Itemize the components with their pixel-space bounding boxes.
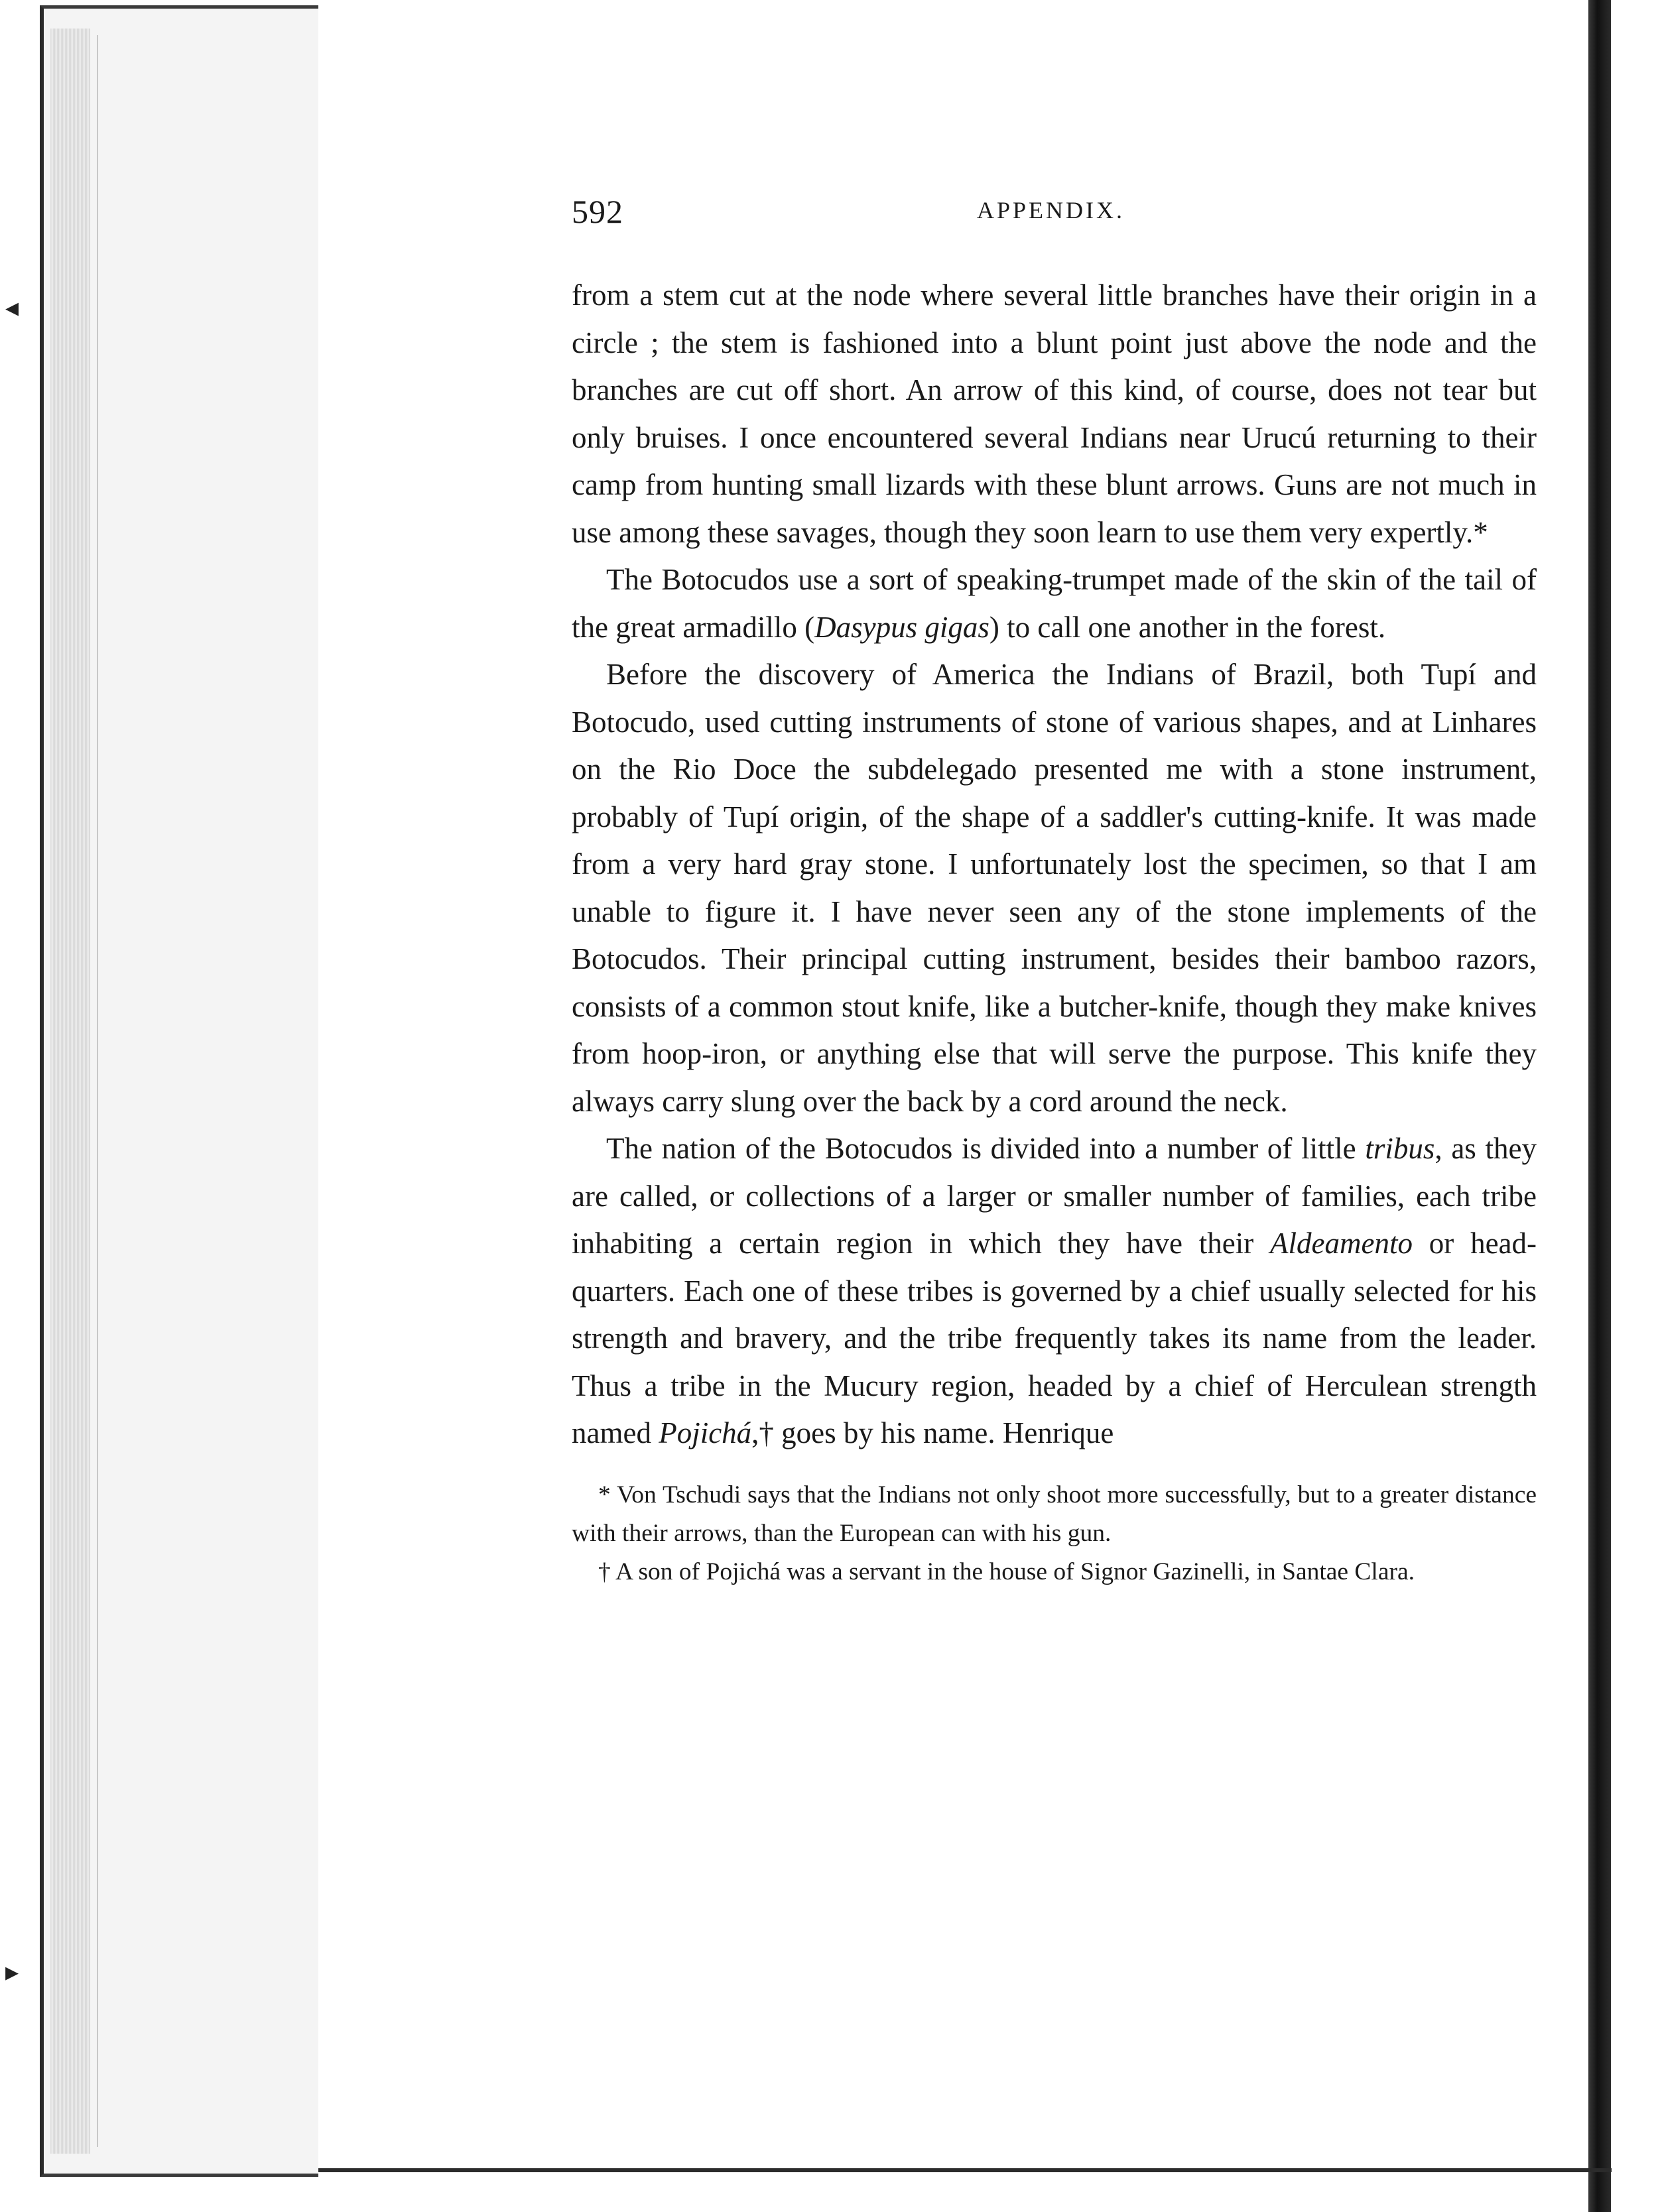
scan-edge-mark: ▸: [5, 1957, 19, 1987]
paragraph-4-text: , as they are called, or collections of a larger or smaller number of families, each tribe inhabiting a certain region in which they have their: [572, 1132, 1537, 1260]
paragraph-1: from a stem cut at the node where several little branches have their origin in a circle ; the stem is fashioned into a blunt point just above the node and the branches are cut off short. An arrow of this kind, of course, does not tear but only bruises. I once encountered several Indians near Urucú returning to their camp from hunting small lizards with these blunt arrows. Guns are not much in use among these savages, though they soon learn to use them very expertly.*: [572, 278, 1537, 549]
body-text: [572, 272, 1537, 1457]
paragraph-4-text: The nation of the Botocudos is divided into a number of little: [606, 1132, 1366, 1165]
scan-edge-mark: ◂: [5, 292, 19, 322]
term-aldeamento: Aldeamento: [1270, 1227, 1413, 1260]
book-bottom-edge: [318, 2168, 1612, 2172]
paragraph-4-text-end: ,† goes by his name. Henrique: [751, 1416, 1114, 1449]
footnote-2: † A son of Pojichá was a servant in the house of Signor Gazinelli, in Santae Clara.: [598, 1558, 1415, 1585]
name-pojicha: Pojichá: [659, 1416, 752, 1449]
species-name: Dasypus gigas: [814, 610, 989, 644]
paragraph-3: Before the discovery of America the Indians of Brazil, both Tupí and Botocudo, used cutting instruments of stone of various shapes, and at Linhares on the Rio Doce the subdelegado presented me with a stone instrument, probably of Tupí origin, of the shape of a saddler's cutting-knife. It was made from a very hard gray stone. I unfortunately lost the specimen, so that I am unable to figure it. I have never seen any of the stone implements of the Botocudos. Their principal cutting instrument, besides their bamboo razors, consists of a common stout knife, like a butcher-knife, though they make knives from hoop-iron, or anything else that will serve the purpose. This knife they always carry slung over the back by a cord around the neck.: [572, 658, 1537, 1118]
footnotes: [572, 1476, 1537, 1591]
paragraph-2-text: The Botocudos use a sort of speaking-trumpet made of the skin of the tail of the great armadillo (: [572, 563, 1537, 644]
footnote-1: * Von Tschudi says that the Indians not only shoot more successfully, but to a greater distance with their arrows, than the European can with his gun.: [572, 1481, 1537, 1547]
paragraph-4-text: or head-quarters. Each one of these tribes is governed by a chief usually selected for his strength and bravery, and the tribe frequently takes its name from the leader. Thus a tribe in the Mucury region, headed by a chief of Herculean strength named: [572, 1227, 1537, 1449]
running-head: [572, 192, 1537, 232]
paragraph-2: [572, 556, 1537, 651]
page-number: 592: [572, 193, 623, 230]
term-tribus: tribus: [1365, 1132, 1435, 1165]
header-title: APPENDIX.: [977, 197, 1125, 223]
paragraph-2-text-end: ) to call one another in the forest.: [989, 610, 1386, 644]
paragraph-4: [572, 1125, 1537, 1457]
book-binding-edge: [1588, 0, 1611, 2212]
printed-page: [572, 192, 1537, 1591]
book-page-edges: [40, 5, 318, 2177]
